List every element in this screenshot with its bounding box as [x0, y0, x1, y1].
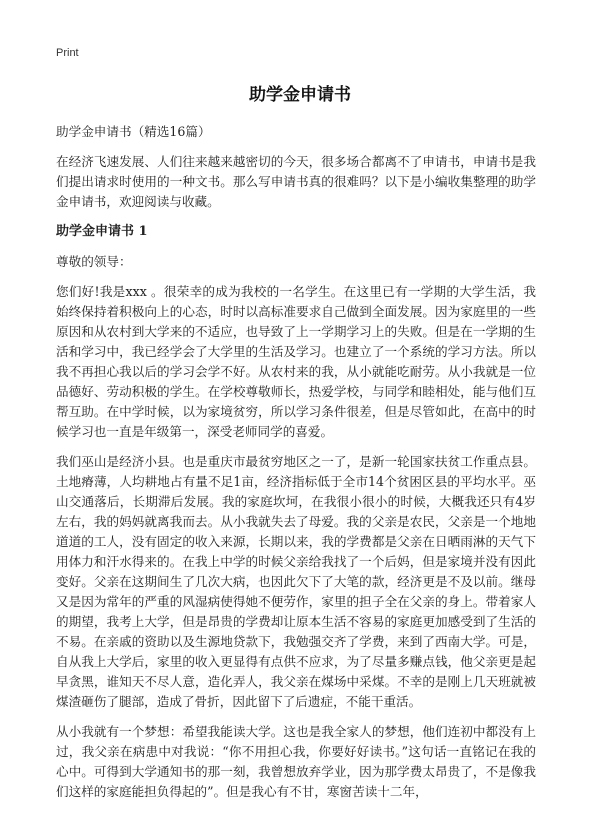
document-subtitle: 助学金申请书（精选16篇）	[56, 124, 211, 139]
section-heading: 助学金申请书 1	[56, 224, 148, 239]
body-paragraph-3: 从小我就有一个梦想：希望我能读大学。这也是我全家人的梦想，他们连初中都没有上过，我父亲在病患中对我说：“你不用担心我，你要好好读书。”这句话一直铭记在我的心中。可得到大学通知书的那一刻，我曾想放弃学业，因为那学费太昂贵了，不是像我们这样的家庭能担负得起的”。但是我心有不甘，寒窗苦读十二年，	[56, 724, 536, 799]
page-title: 助学金申请书	[249, 85, 351, 105]
document-body	[56, 122, 536, 812]
salutation: 尊敬的领导：	[56, 254, 132, 269]
body-paragraph-2: 我们巫山是经济小县。也是重庆市最贫穷地区之一了，是新一轮国家扶贫工作重点县。土地瘠薄，人均耕地占有量不足1亩，经济指标低于全市14个贫困区县的平均水平。巫山交通落后，长期滞后发展。我的家庭坎坷，在我很小很小的时候，大概我还只有4岁左右，我的妈妈就离我而去。从小我就失去了母爱。我的父亲是农民，父亲是一个地地道道的工人，没有固定的收入来源，长期以来，我的学费都是父亲在日晒雨淋的天气下用体力和汗水得来的。在我上中学的时候父亲给我找了一个后妈，但是家境并没有因此变好。父亲在这期间生了几次大病，也因此欠下了大笔的款，经济更是不及以前。继母又是因为常年的严重的风湿病使得她不便劳作，家里的担子全在父亲的身上。带着家人的期望，我考上大学，但是昂贵的学费却让原本生活不容易的家庭更加感受到了生活的不易。在亲戚的资助以及生源地贷款下，我勉强交齐了学费，来到了西南大学。可是，自从我上大学后，家里的收入更显得有点供不应求，为了尽量多赚点钱，他父亲更是起早贪黑，谁知天不尽人意，造化弄人，我父亲在煤场中采煤。不幸的是刚上几天班就被煤渣砸伤了腿部，造成了骨折，因此留下了后遗症，不能干重活。	[56, 454, 536, 709]
body-paragraph-1: 您们好!我是xxx 。很荣幸的成为我校的一名学生。在这里已有一学期的大学生活，我始终保持着积极向上的心态，时时以高标准要求自己做到全面发展。因为家庭里的一些原因和从农村到大学来的不适应，也导致了上一学期学习上的失败。但是在一学期的生活和学习中，我已经学会了大学里的生活及学习。也建立了一个系统的学习方法。所以我不再担心我以后的学习会学不好。从农村来的我，从小就能吃耐劳。从小我就是一位品德好、劳动积极的学生。在学校尊敬师长，热爱学校，与同学和睦相处，能与他们互帮互助。在中学时候，以为家境贫穷，所以学习条件很差，但是尽管如此，在高中的时候学习也一直是年级第一，深受老师同学的喜爱。	[56, 284, 536, 439]
intro-paragraph: 在经济飞速发展、人们往来越来越密切的今天，很多场合都离不了申请书，申请书是我们提出请求时使用的一种文书。那么写申请书真的很难吗？以下是小编收集整理的助学金申请书，欢迎阅读与收藏。	[56, 154, 536, 209]
print-link[interactable]: Print	[56, 47, 79, 59]
